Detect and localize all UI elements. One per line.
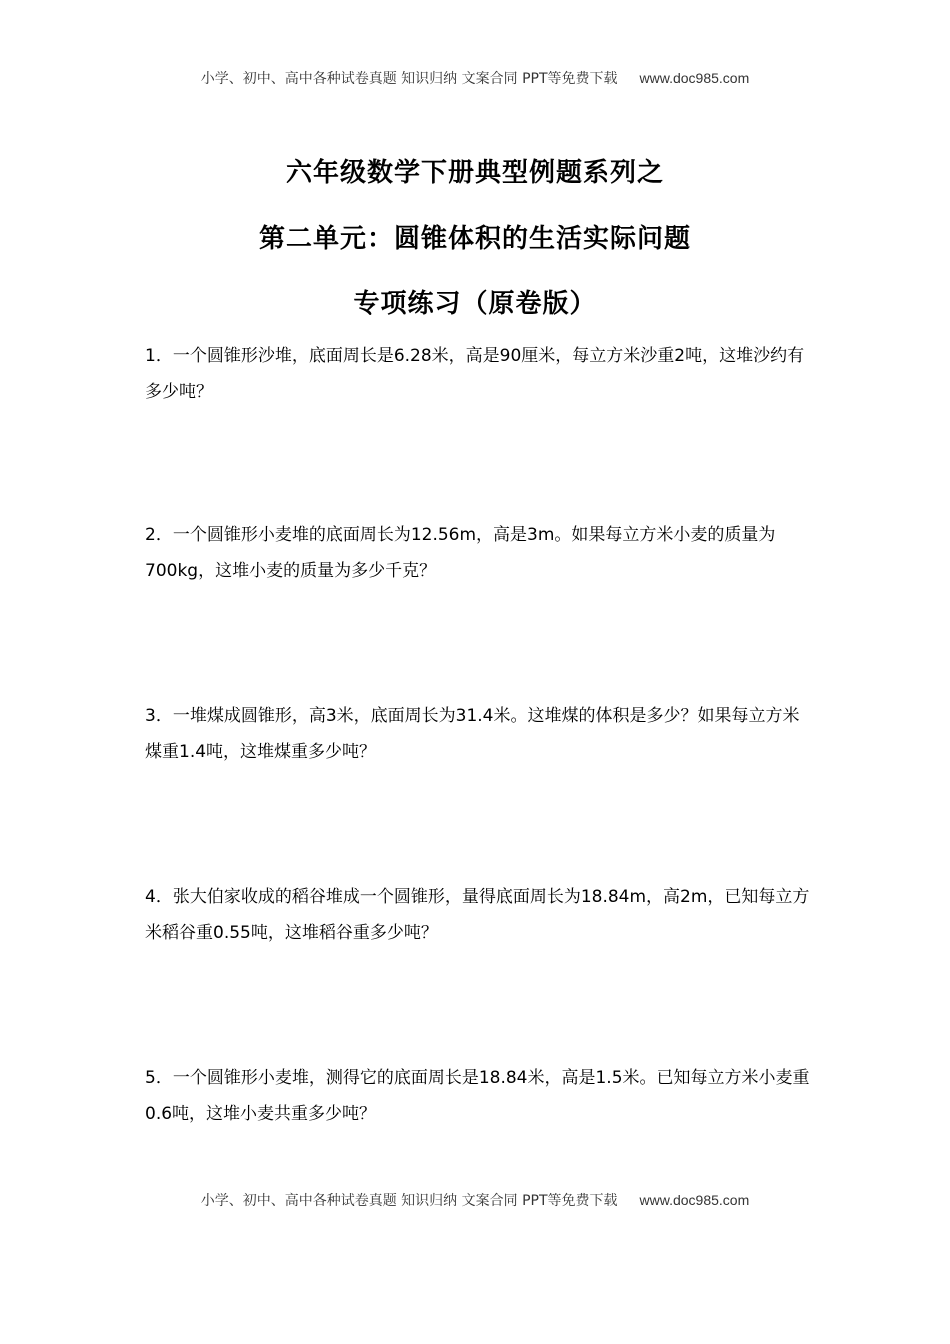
document-title-line3: 专项练习（原卷版） [353,289,597,319]
document-title-line1: 六年级数学下册典型例题系列之 [285,158,664,188]
page-footer [0,1190,950,1210]
question-1: 1．一个圆锥形沙堆，底面周长是6.28米，高是90厘米，每立方米沙重2吨，这堆沙约有多少吨？ [145,346,805,402]
question-5: 5．一个圆锥形小麦堆，测得它的底面周长是18.84米，高是1.5米。已知每立方米小麦重0.6吨，这堆小麦共重多少吨？ [145,1068,810,1124]
page-header [0,68,950,88]
question-2: 2．一个圆锥形小麦堆的底面周长为12.56m，高是3m。如果每立方米小麦的质量为700kg，这堆小麦的质量为多少千克？ [145,525,776,581]
question-4: 4．张大伯家收成的稻谷堆成一个圆锥形，量得底面周长为18.84m，高2m，已知每立方米稻谷重0.55吨，这堆稻谷重多少吨？ [145,887,810,943]
question-3: 3．一堆煤成圆锥形，高3米，底面周长为31.4米。这堆煤的体积是多少？如果每立方米煤重1.4吨，这堆煤重多少吨？ [145,706,800,762]
header-text: 小学、初中、高中各种试卷真题 知识归纳 文案合同 PPT等免费下载 [200,71,618,87]
footer-text: 小学、初中、高中各种试卷真题 知识归纳 文案合同 PPT等免费下载 [200,1193,618,1209]
footer-site-link[interactable]: www.doc985.com [639,1192,750,1208]
document-title-line2: 第二单元：圆锥体积的生活实际问题 [258,224,691,254]
header-site-link[interactable]: www.doc985.com [639,70,750,86]
